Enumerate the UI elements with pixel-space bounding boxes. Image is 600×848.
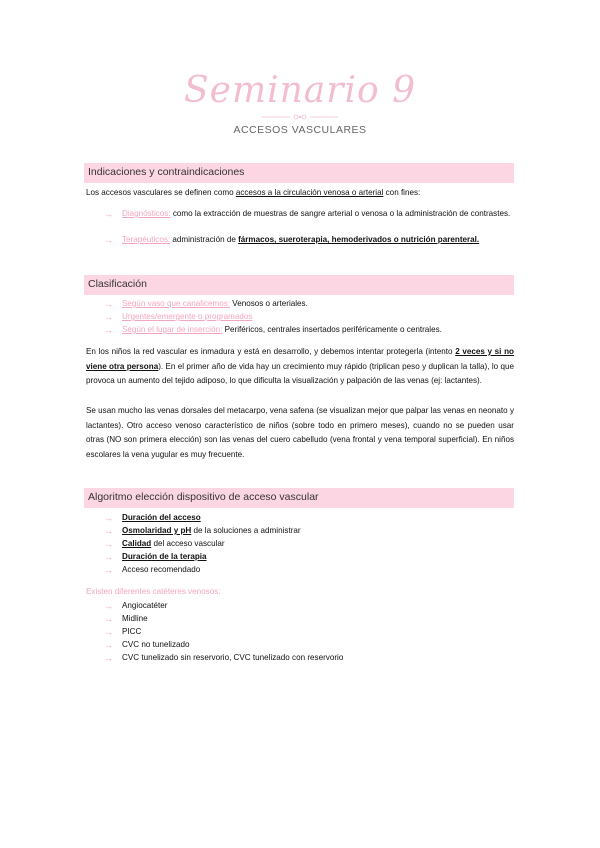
bullet-text: Periféricos, centrales insertados periféricamente o centrales. (222, 325, 442, 334)
para-text-end: ). En el primer año de vida hay un crecimiento muy rápido (triplican peso y duplican la talla), lo que provoca un aumento del tejido adiposo, lo que dificulta la visualización y palpación de las venas (ej: lactantes). (86, 361, 514, 385)
arrow-right-icon: → (104, 299, 113, 309)
paragraph-venas: Se usan mucho las venas dorsales del metacarpo, vena safena (se visualizan mejor que palpar las venas en neonato y lactantes). Otro acceso venoso característico de niños (sobre todo en primero meses), cuando no se pueden usar otras (NO son primera elección) son las venas del cuero cabelludo (vena frontal y vena temporal superficial). En niños escolares la vena yugular es muy frecuente. (86, 406, 514, 459)
bullet-underlined: Duración del acceso (122, 513, 201, 522)
bullet-text: Venosos o arteriales. (230, 299, 308, 308)
list-item (104, 233, 514, 247)
arrow-right-icon: → (104, 325, 113, 335)
bullet-term: Urgentes/emergente o programados (122, 312, 253, 321)
ornament-divider-icon (260, 112, 340, 122)
list-item (104, 651, 514, 665)
intro-paragraph (86, 186, 514, 201)
catheter-item: PICC (122, 627, 142, 636)
catheter-item: CVC tunelizado sin reservorio, CVC tunelizado con reservorio (122, 653, 344, 662)
section-heading-clasificacion (84, 275, 514, 295)
para-text: En los niños la red vascular es inmadura y está en desarrollo, y debemos intentar protegerla (intento (86, 347, 456, 356)
catheter-item: Midline (122, 614, 148, 623)
catheter-item: Angiocatéter (122, 601, 168, 610)
list-item (104, 550, 514, 564)
list-item (104, 297, 514, 311)
bullet-term: Diagnósticos: (122, 209, 171, 218)
section-heading-text: Indicaciones y contraindicaciones (88, 166, 245, 178)
bullet-text: del acceso vascular (151, 539, 225, 548)
list-item (104, 638, 514, 652)
arrow-right-icon: → (104, 552, 113, 562)
list-item (104, 599, 514, 613)
arrow-right-icon: → (104, 513, 113, 523)
arrow-right-icon: → (104, 640, 113, 650)
list-item (104, 310, 514, 324)
intro-text: Los accesos vasculares se definen como (86, 188, 236, 197)
arrow-right-icon: → (104, 209, 113, 219)
list-item (104, 612, 514, 626)
bullet-term: Según el lugar de inserción: (122, 325, 223, 334)
para-underlined: 2 veces y si no viene otra persona (86, 347, 514, 371)
bullet-text: de la soluciones a administrar (191, 526, 301, 535)
bullet-text: Acceso recomendado (122, 565, 201, 574)
list-item (104, 563, 514, 577)
arrow-right-icon: → (104, 539, 113, 549)
arrow-right-icon: → (104, 614, 113, 624)
bullet-text: como la extracción de muestras de sangre arterial o venosa o la administración de contrastes. (170, 209, 511, 218)
list-item (104, 511, 514, 525)
list-item (104, 323, 514, 337)
paragraph-ninos (86, 345, 514, 389)
list-item (104, 537, 514, 551)
list-item (104, 207, 514, 221)
bullet-underlined: Calidad (122, 539, 152, 548)
list-item (104, 524, 514, 538)
bullet-underlined: fármacos, sueroterapia, hemoderivados o nutrición parenteral. (238, 235, 480, 244)
bullet-text: administración de (170, 235, 239, 244)
intro-text-end: con fines: (383, 188, 421, 197)
bullet-term: Según vaso que canalicemos: (122, 299, 230, 308)
catheter-item: CVC no tunelizado (122, 640, 190, 649)
intro-underlined: accesos a la circulación venosa o arterial (235, 188, 384, 197)
section-heading-indicaciones (84, 163, 514, 183)
section-heading-text: Clasificación (88, 278, 147, 290)
catheters-subheading: Existen diferentes catéteres venosos: (86, 587, 221, 596)
arrow-right-icon: → (104, 627, 113, 637)
page-subtitle: ACCESOS VASCULARES (233, 124, 367, 136)
bullet-underlined: Duración de la terapia (122, 552, 207, 561)
arrow-right-icon: → (104, 653, 113, 663)
arrow-right-icon: → (104, 565, 113, 575)
arrow-right-icon: → (104, 526, 113, 536)
arrow-right-icon: → (104, 235, 113, 245)
bullet-term: Terapéuticos: (122, 235, 171, 244)
list-item (104, 625, 514, 639)
section-heading-text: Algoritmo elección dispositivo de acceso vascular (88, 491, 319, 503)
arrow-right-icon: → (104, 312, 113, 322)
page-title: Seminario 9 (183, 70, 416, 111)
arrow-right-icon: → (104, 601, 113, 611)
bullet-underlined: Osmolaridad y pH (122, 526, 192, 535)
section-heading-algoritmo (84, 488, 514, 508)
